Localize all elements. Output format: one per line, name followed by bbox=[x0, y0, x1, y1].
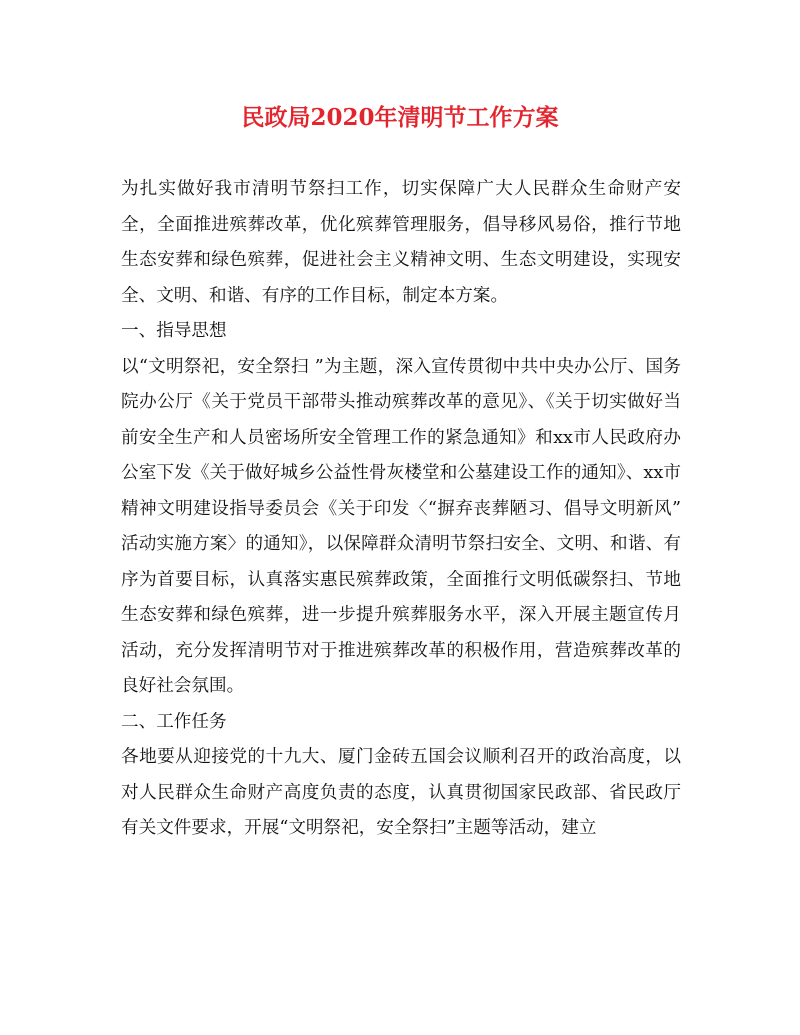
work-tasks-paragraph: 各地要从迎接党的十九大、厦门金砖五国会议顺利召开的政治高度，以对人民群众生命财产高度负责的态度，认真贯彻国家民政部、省民政厅有关文件要求，开展“文明祭祀，安全祭扫”主题等活动，建立 bbox=[121, 747, 681, 838]
section-heading-guiding-thought: 一、指导思想 bbox=[121, 321, 227, 341]
document-title: 民政局2020年清明节工作方案 bbox=[241, 104, 559, 131]
section-heading-work-tasks: 二、工作任务 bbox=[121, 711, 227, 732]
guiding-thought-paragraph: 以“文明祭祀，安全祭扫 ”为主题，深入宣传贯彻中共中央办公厅、国务院办公厅《关于党员干部带头推动殡葬改革的意见》、《关于切实做好当前安全生产和人员密场所安全管理工作的紧急通知》和xx市人民政府办公室下发《关于做好城乡公益性骨灰楼堂和公墓建设工作的通知》、xx市精神文明建设指导委员会《关于印发〈“摒弃丧葬陋习、倡导文明新风” 活动实施方案〉的通知》，以保障群众清明节祭扫安全、文明、和谐、有序为首要目标，认真落实惠民殡葬政策，全面推行文明低碳祭扫、节地生态安葬和绿色殡葬，进一步提升殡葬服务水平，深入开展主题宣传月活动，充分发挥清明节对于推进殡葬改革的积极作用，营造殡葬改革的良好社会氛围。 bbox=[121, 356, 681, 696]
intro-paragraph: 为扎实做好我市清明节祭扫工作，切实保障广大人民群众生命财产安全，全面推进殡葬改革，优化殡葬管理服务，倡导移风易俗，推行节地生态安葬和绿色殡葬，促进社会主义精神文明、生态文明建设，实现安全、文明、和谐、有序的工作目标，制定本方案。 bbox=[121, 179, 681, 306]
document-body bbox=[121, 172, 681, 847]
